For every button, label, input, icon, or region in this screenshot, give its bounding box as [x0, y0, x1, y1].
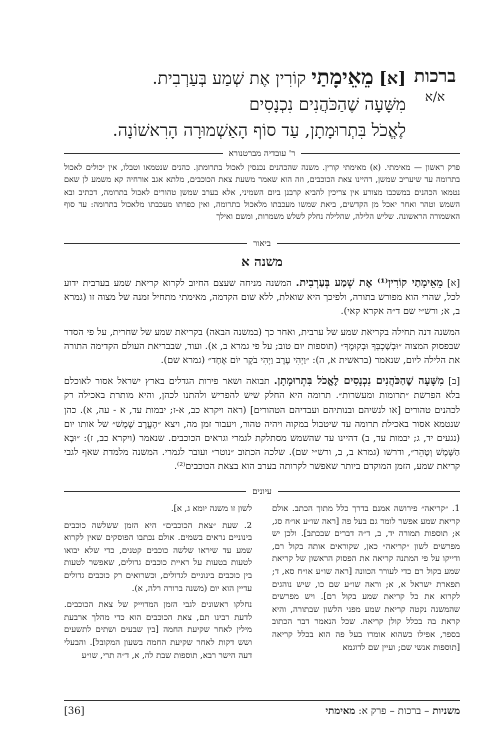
- bartenura-section: [64, 148, 460, 223]
- series-name: משניות: [432, 706, 460, 717]
- chapter-mishnah-ref: א/א: [425, 90, 445, 105]
- mishnah-line-1: [64, 64, 406, 92]
- mishnah-number: [א]: [378, 69, 406, 89]
- biur-paragraph-3: [64, 374, 460, 474]
- mishnah-line-3: לֶאֱכֹל בִּתְרוּמָתָן, עַד סוֹף הָאַשְׁמוּרָה הָרִאשׁוֹנָה.: [112, 121, 406, 141]
- tractate-marker: [410, 66, 460, 105]
- bartenura-title-row: [64, 148, 460, 159]
- dibbur-hamatchil: מִשָּׁעָה שֶׁהַכֹּהֲנִים נִכְנָסִים לֶאֱכֹל בִּתְרוּמָתָן.: [273, 375, 444, 388]
- paragraph-number: [ב]: [448, 376, 460, 388]
- running-header: [326, 706, 460, 717]
- biur-paragraph-2: [64, 326, 460, 369]
- separator: –: [389, 706, 395, 717]
- biur-title-row: [64, 238, 460, 252]
- footer-divider: [64, 700, 460, 701]
- iyunim-title-line: [64, 486, 460, 497]
- paragraph-text: המשנה מניחה שעצם החיוב לקרוא קריאת שמע בערבית ידוע לכל, שהרי הוא מפורש בתורה, ולפיכך היא שואלת, ללא שום הקדמה, מאימתי מתחיל זמנה של מצוה זו (גמרא ב, א; ורש״י שם ד״ה אקרא קאי).: [64, 278, 460, 318]
- iyunim-note: לשון זו משנה יומא ג, א].: [170, 503, 252, 513]
- paragraph-text: המשנה דנה תחילה בקריאת שמע של ערבית, ואחר כך (במשנה הבאה) בקריאת שמע של שחרית, על פי הסדר שבפסוק המצוה ״וּבְשָׁכְבְּךָ וּבְקוּמֶךָ״ (תוספות יום טוב; על פי גמרא ב, א). ועוד, שבבריאת העולם הקדימה התורה את הלילה ליום, שנאמר (בראשית א, ה): ״וַיְהִי עֶרֶב וַיְהִי בֹקֶר יוֹם אֶחָד״ (גמרא שם).: [64, 326, 460, 367]
- biur-paragraph-1: [64, 276, 460, 320]
- paragraph-number: [א]: [447, 278, 460, 289]
- biur-section: [64, 276, 460, 481]
- iyunim-note: נחלקו ראשונים לגבי הזמן המדוייק של צאת הכוכבים. לדעת רבינו תם, צאת הכוכבים הוא כדי מהלך ארבעת מילין לאחר שקיעת החמה [בין שבעים ושתים לתשעים ושש דקות לאחר שקיעת החמה בשעון המקובל]. והבעלי דעה הישר רבא, תוספות שבת לה, א, ד״ה תרי, שו״ע: [64, 599, 252, 660]
- footer-chapter: פרק א:: [358, 706, 387, 717]
- bartenura-title: ר' עובדיה מברטנורא: [228, 149, 296, 159]
- divider: [64, 243, 247, 244]
- page-header: [64, 54, 460, 146]
- biur-title-line: [64, 238, 460, 249]
- iyunim-left-column: [64, 502, 252, 674]
- divider: [277, 243, 460, 244]
- iyunim-note: 1. ״קריאה״ פירושה אמנם בדרך כלל מתוך הכתב. אולם קריאת שמע אפשר לומר גם בעל פה [ראה שו״ע או״ח סג, א; תוספות תמורה יד, ב, ד״ה דברים שבכתב]. ולכן יש מפרשים לשון ״קריאה״ כאן, שקוראים אותה בקול רם, ודייקו על פי המתנה קריאה את הפסוק הראשון של קריאת שמע בקול רם כדי לעורר הכוונה [ראה שו״ע או״ח סא, ד; תפארת ישראל א, א; וראה שו״ע שם כו, שיש נוהגים לקרוא את כל קריאת שמע בקול רם]. ויש מפרשים שהמשנה נקטה קריאת שמע מפני הלשון שבתורה, והיא קראת בה בכלל קולן קריאה. שכל הנאמר דבר הכתוב בספר, אפילו כשהוא אומרו בעל פה הוא בכלל קריאה [תוספות אנשי שם; ועיין שם לדוגמא: [272, 503, 460, 652]
- paragraph-text: תבואה ושאר פירות הגדלים בארץ ישראל אסור לאוכלם בלא הפרשת ״תרומות ומעשרות״. תרומה היא החלק שיש להפריש ולהתנו לכהן, והיא מותרת באכילה רק לכהנים טהורים [או לנשיהם ובנותיהם ועבדיהם הטהורים] (ראה ויקרא כב, א-ז; יבמות עד, א - עה, א). כהן שנטמא אסור באכילת תרומה עד שיטבול במקוה ויהיה טהור, ויעבור זמן מה, ויצא ״הֶעֱרֶב שֶׁמֶשׁ״ של אותו יום (נגעים יד, ג; יבמות עד, ב) דהיינו עד שהשמש מסתלקת לגמרי וגראים הכוכבים. שנאמר (ויקרא כב, ז): ״וּבָא הַשֶּׁמֶשׁ וְטָהֵר״, ודרשו (גמרא ב, ב, ורש״י שם). שלכה הכתוב ״נוטר״ ועובר לגמרי. המשנה מלמדת שאף לגבי קריאת שמע, הזמן המוקדם ביותר שאפשר לקרותה בערב הוא בצאת הכוכבים⁽²⁾.: [64, 376, 460, 473]
- mishnah-line-1-rest: קוֹרִין אֶת שְׁמַע בְּעַרְבִית.: [152, 69, 306, 89]
- page-number: [36]: [64, 706, 85, 717]
- iyunim-note: 2. שעת ״צאת הכוכבים״ היא הזמן ששלשה כוכבים בינוניים נראים בשמים. אולם נכתבו הפוסקים שאין לקרוא שמע עד שיראו שלשה כוכבים קטנים, כדי שלא יבואו לטעות בטעות על ראיית כוכבים גדולים, שאפשר לטעות בין כוכבים בינוניים לגדולים, וכשרואים רק כוכבים גדולים עדיין הוא יום (משנה ברורה רלה, א).: [64, 519, 252, 593]
- biur-title: ביאור: [253, 239, 271, 249]
- iyunim-right-column: [272, 502, 460, 674]
- mishnah-opening-word: מֵאֵימָתַי: [311, 64, 374, 89]
- mishnah-line-2: מִשָּׁעָה שֶׁהַכֹּהֲנִים נִכְנָסִים: [249, 95, 406, 115]
- dibbur-hamatchil: מֵאֵימָתַי קוֹרִין⁽¹⁾ אֶת שְׁמַע בְּעַרְבִית.: [295, 277, 443, 289]
- iyunim-title: עיונים: [252, 487, 272, 497]
- iyunim-columns: [64, 502, 460, 674]
- divider: [301, 153, 460, 154]
- page-footer: [64, 706, 460, 722]
- divider: [64, 153, 223, 154]
- separator: –: [424, 706, 430, 717]
- bartenura-text: פרק ראשון — מאימתי. (א) מאימתי קורין. משנה שהכהנים נכנסין לאכול בתרומתן. כהנים שנטמאו וטבלו, אין יכולים לאכול בתרומה עד שיעריב שמשן, דהיינו צאת הכוכבים, וזה הוא שאמר משעת צאת הכוכבים, מלתא אגב אורחיה קא משמע לן שאם נטמאו הכהנים במשכבו מצורע אין צריכין להביא קרבנן ביום השמיני, אלא בערב שמשן טהורים לאכול בתרומה, דכתיב ובא השמש וטהר ואחר יאכל מן הקדשים, ביאת שמשו מעכבתו מלאכול בתרומה, ואין כפרתו מעכבתו מלאכול בתרומה: עד סוף האשמורה הראשונה. שליש הלילה, שהלילה נחלק לשלש משמרות, ומשם ואילך: [64, 163, 461, 222]
- mishnah-text: [64, 64, 406, 144]
- footer-tractate: ברכות: [397, 706, 422, 717]
- iyunim-title-row: [64, 486, 460, 500]
- divider: [64, 491, 246, 492]
- tractate-name: ברכות: [414, 66, 456, 87]
- divider: [278, 491, 460, 492]
- mishnah-heading: משנה א: [241, 255, 283, 270]
- footer-chapter-name: מאימתי: [325, 706, 356, 717]
